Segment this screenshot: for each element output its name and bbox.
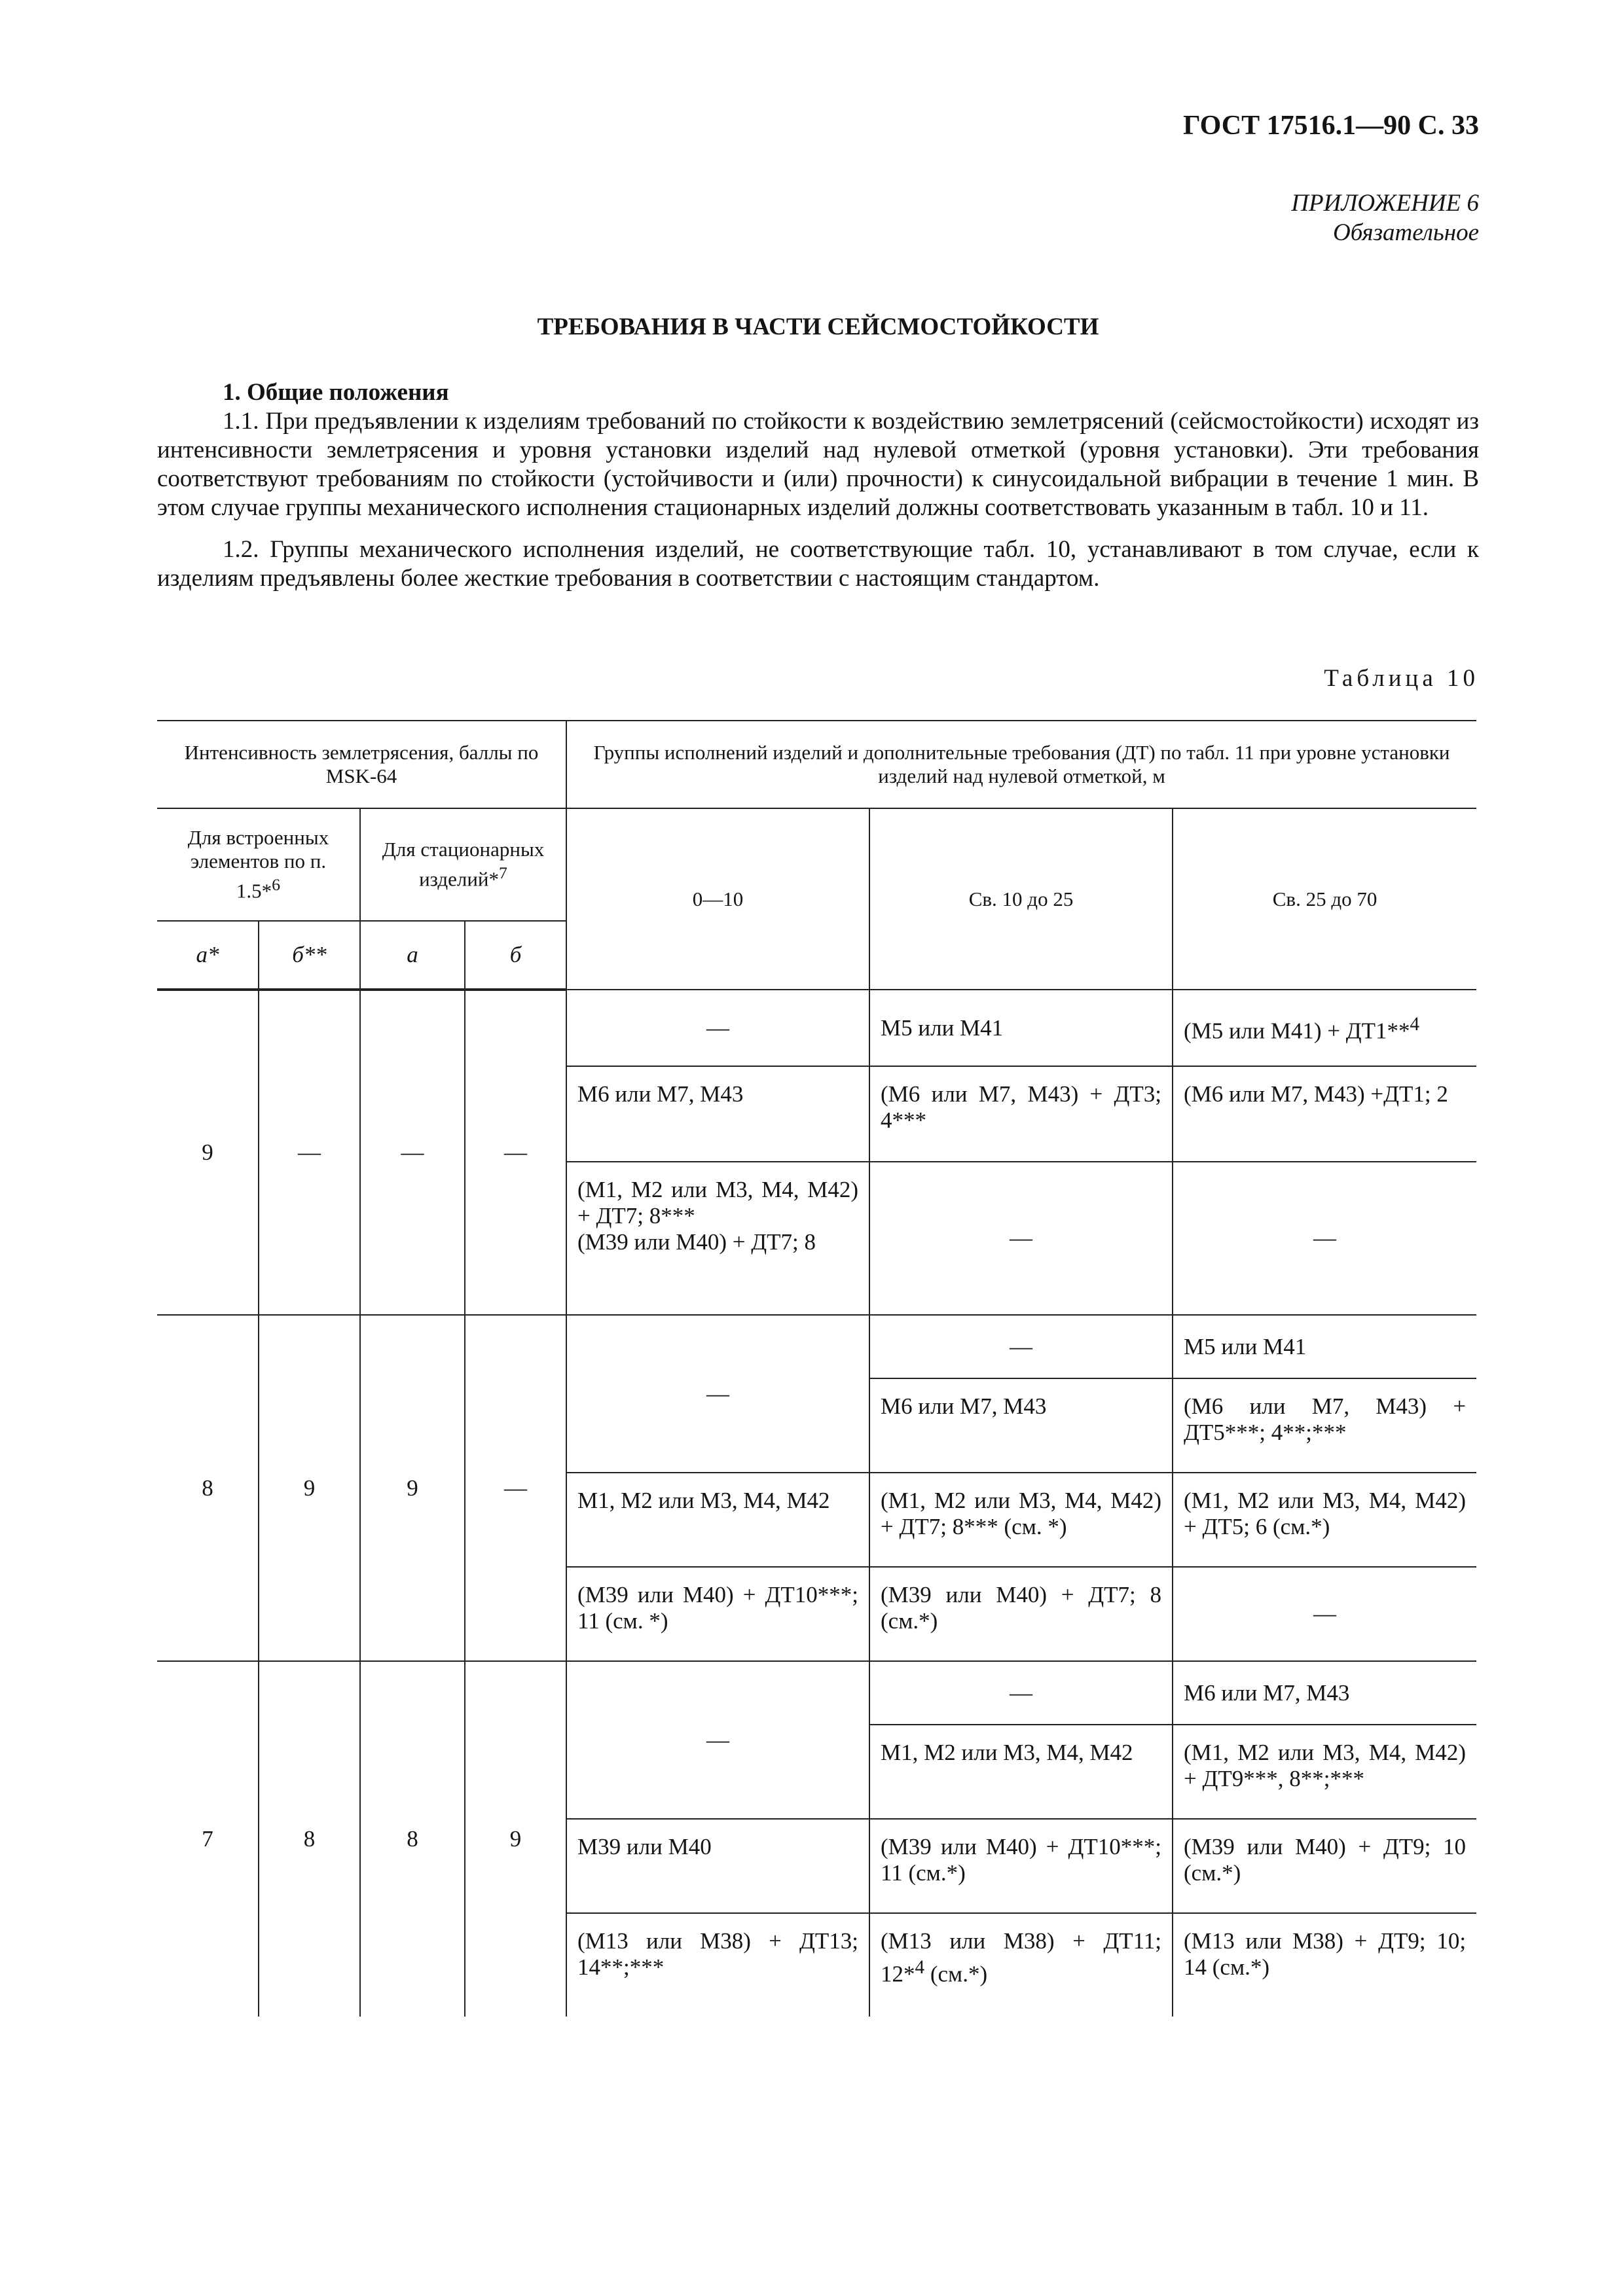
- table-cell-line: (М39 или М40) + ДТ7; 8: [577, 1229, 816, 1255]
- table-cell-text: (М5 или М41) + ДТ1**: [1184, 1018, 1410, 1044]
- cell-intensity: 7: [157, 1661, 259, 2017]
- table-cell: [566, 1162, 869, 1315]
- footnote-marker: 7: [499, 863, 507, 883]
- footnote-marker: 4: [915, 1957, 925, 1978]
- cell-intensity: 9: [259, 1315, 360, 1661]
- table-cell: (М1, М2 или М3, М4, М42) + ДТ7; 8*** (см. *): [869, 1473, 1173, 1567]
- cell-intensity: 9: [360, 1315, 465, 1661]
- cell-intensity: 9: [157, 990, 259, 1315]
- header-b-builtin: б**: [259, 921, 360, 990]
- table-cell: (М39 или М40) + ДТ9; 10 (см.*): [1173, 1819, 1476, 1913]
- table-row: [157, 1661, 1476, 1725]
- table-cell: М6 или М7, М43: [1173, 1661, 1476, 1725]
- page-header: ГОСТ 17516.1—90 С. 33: [1182, 111, 1479, 141]
- table-cell: (М13 или М38) + ДТ13; 14**;***: [566, 1913, 869, 2017]
- table-cell: М5 или М41: [869, 990, 1173, 1066]
- footnote-marker: 4: [1410, 1014, 1420, 1035]
- table-caption: Таблица 10: [1324, 665, 1479, 692]
- table-cell: —: [566, 1315, 869, 1473]
- table-cell: —: [1173, 1162, 1476, 1315]
- paragraph-1-2: 1.2. Группы механического исполнения изделий, не соответствующие табл. 10, устанавливают в том случае, если к изделиям предъявлены более жесткие требования в соответствии с настоящим стандартом.: [157, 536, 1479, 592]
- table-cell: —: [566, 1661, 869, 1819]
- table-cell: —: [1173, 1567, 1476, 1661]
- appendix-label: ПРИЛОЖЕНИЕ 6: [1291, 190, 1479, 217]
- table-cell: —: [869, 1162, 1173, 1315]
- table-cell: (М13 или М38) + ДТ9; 10; 14 (см.*): [1173, 1913, 1476, 2017]
- header-intensity: Интенсивность землетрясения, баллы по MSK-64: [157, 721, 566, 808]
- table-cell: —: [869, 1661, 1173, 1725]
- table-cell: (М1, М2 или М3, М4, М42) + ДТ5; 6 (см.*): [1173, 1473, 1476, 1567]
- cell-intensity: —: [259, 990, 360, 1315]
- table-cell: М5 или М41: [1173, 1315, 1476, 1378]
- table-cell: (М6 или М7, М43) + ДТ3; 4***: [869, 1066, 1173, 1162]
- table-cell-text: (см.*): [924, 1961, 988, 1987]
- table-cell: М6 или М7, М43: [869, 1378, 1173, 1473]
- table-header-row: [157, 808, 1476, 921]
- header-a-builtin: а*: [157, 921, 259, 990]
- table-cell: (М1, М2 или М3, М4, М42) + ДТ9***, 8**;***: [1173, 1725, 1476, 1819]
- table-cell: (М39 или М40) + ДТ10***; 11 (см.*): [869, 1819, 1173, 1913]
- footnote-marker: 6: [272, 875, 281, 895]
- cell-intensity: —: [465, 990, 566, 1315]
- table-cell: (М6 или М7, М43) +ДТ1; 2: [1173, 1066, 1476, 1162]
- table-cell: (М39 или М40) + ДТ10***; 11 (см. *): [566, 1567, 869, 1661]
- table-row: [157, 990, 1476, 1066]
- header-groups: Группы исполнений изделий и дополнительные требования (ДТ) по табл. 11 при уровне установки изделий над нулевой отметкой, м: [566, 721, 1476, 808]
- header-b-stationary: б: [465, 921, 566, 990]
- cell-intensity: 9: [465, 1661, 566, 2017]
- header-level-10-25: Св. 10 до 25: [869, 808, 1173, 990]
- cell-intensity: —: [360, 990, 465, 1315]
- table-cell: —: [566, 990, 869, 1066]
- header-builtin: [157, 808, 360, 921]
- cell-intensity: 8: [259, 1661, 360, 2017]
- table-row: [157, 1315, 1476, 1378]
- table-cell: [1173, 990, 1476, 1066]
- section-general: [157, 378, 1479, 593]
- header-builtin-text: Для встроенных элементов по п. 1.5*: [187, 826, 329, 903]
- table-cell: [869, 1913, 1173, 2017]
- table-cell-text: (М13 или М38) + ДТ11; 12*: [881, 1928, 1162, 1987]
- cell-intensity: —: [465, 1315, 566, 1661]
- table-cell: (М6 или М7, М43) + ДТ5***; 4**;***: [1173, 1378, 1476, 1473]
- table-cell: М6 или М7, М43: [566, 1066, 869, 1162]
- appendix-status: Обязательное: [1332, 219, 1479, 246]
- section-heading: 1. Общие положения: [223, 379, 449, 406]
- table-cell: —: [869, 1315, 1173, 1378]
- document-title: ТРЕБОВАНИЯ В ЧАСТИ СЕЙСМОСТОЙКОСТИ: [537, 314, 1099, 340]
- cell-intensity: 8: [360, 1661, 465, 2017]
- table-header-row: [157, 721, 1476, 808]
- table-cell: (М39 или М40) + ДТ7; 8 (см.*): [869, 1567, 1173, 1661]
- cell-intensity: 8: [157, 1315, 259, 1661]
- paragraph-1-1: 1.1. При предъявлении к изделиям требований по стойкости к воздействию землетрясений (сейсмостойкости) исходят из интенсивности землетрясения и уровня установки изделий над нулевой отметкой (уровня установки). Эти требования соответствуют требованиям по стойкости (устойчивости и (или) прочности) к синусоидальной вибрации в течение 1 мин. В этом случае группы механического исполнения стационарных изделий должны соответствовать указанным в табл. 10 и 11.: [157, 408, 1479, 521]
- table-cell-line: (М1, М2 или М3, М4, М42) + ДТ7; 8***: [577, 1177, 859, 1229]
- table-cell: М1, М2 или М3, М4, М42: [869, 1725, 1173, 1819]
- header-level-0-10: 0—10: [566, 808, 869, 990]
- table-10: [157, 720, 1476, 2017]
- table-cell: М1, М2 или М3, М4, М42: [566, 1473, 869, 1567]
- table-cell: М39 или М40: [566, 1819, 869, 1913]
- appendix-block: [1291, 188, 1479, 247]
- header-a-stationary: а: [360, 921, 465, 990]
- header-stationary: [360, 808, 566, 921]
- header-stationary-text: Для стационарных изделий*: [382, 838, 545, 891]
- header-level-25-70: Св. 25 до 70: [1173, 808, 1476, 990]
